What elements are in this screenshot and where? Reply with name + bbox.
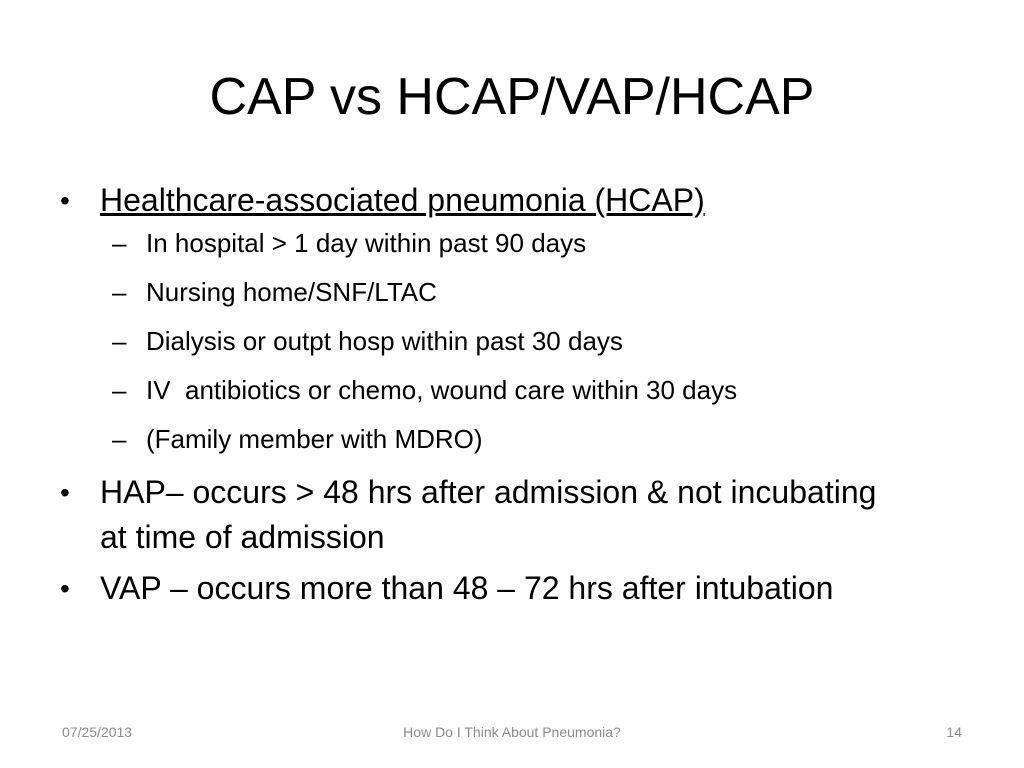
sub-bullet-text: In hospital > 1 day within past 90 days — [146, 228, 587, 258]
slide-title: CAP vs HCAP/VAP/HCAP — [209, 68, 815, 126]
sub-bullet-text: Dialysis or outpt hosp within past 30 days — [146, 326, 623, 356]
sub-bullet-hospital — [0, 225, 1024, 262]
sub-bullet-antibiotics — [0, 372, 1024, 409]
sub-bullet-text: Nursing home/SNF/LTAC — [146, 277, 437, 307]
slide-body — [0, 178, 1024, 617]
dash-marker: – — [112, 277, 127, 307]
bullet-vap — [0, 566, 880, 611]
sub-bullet-family-member — [0, 421, 1024, 458]
dash-marker: – — [112, 228, 127, 258]
bullet-vap-text: VAP – occurs more than 48 – 72 hrs after intubation — [100, 570, 834, 606]
dash-marker: – — [112, 375, 127, 405]
sub-bullet-text: IV antibiotics or chemo, wound care within 30 days — [146, 375, 738, 405]
footer-title: How Do I Think About Pneumonia? — [403, 724, 621, 740]
bullet-hap — [0, 470, 880, 560]
sub-bullet-dialysis — [0, 323, 1024, 360]
footer-page-number: 14 — [946, 724, 962, 740]
dash-marker: – — [112, 424, 127, 454]
bullet-hcap-text: Healthcare-associated pneumonia (HCAP) — [100, 182, 705, 218]
sub-bullet-text: (Family member with MDRO) — [146, 424, 483, 454]
footer-date: 07/25/2013 — [62, 724, 133, 740]
dash-marker: – — [112, 326, 127, 356]
bullet-hap-text: HAP– occurs > 48 hrs after admission & not incubating at time of admission — [100, 474, 877, 555]
sub-bullet-nursing-home — [0, 274, 1024, 311]
bullet-marker: • — [60, 185, 70, 216]
bullet-marker: • — [60, 477, 70, 508]
bullet-hcap — [0, 178, 1024, 223]
bullet-marker: • — [60, 573, 70, 604]
